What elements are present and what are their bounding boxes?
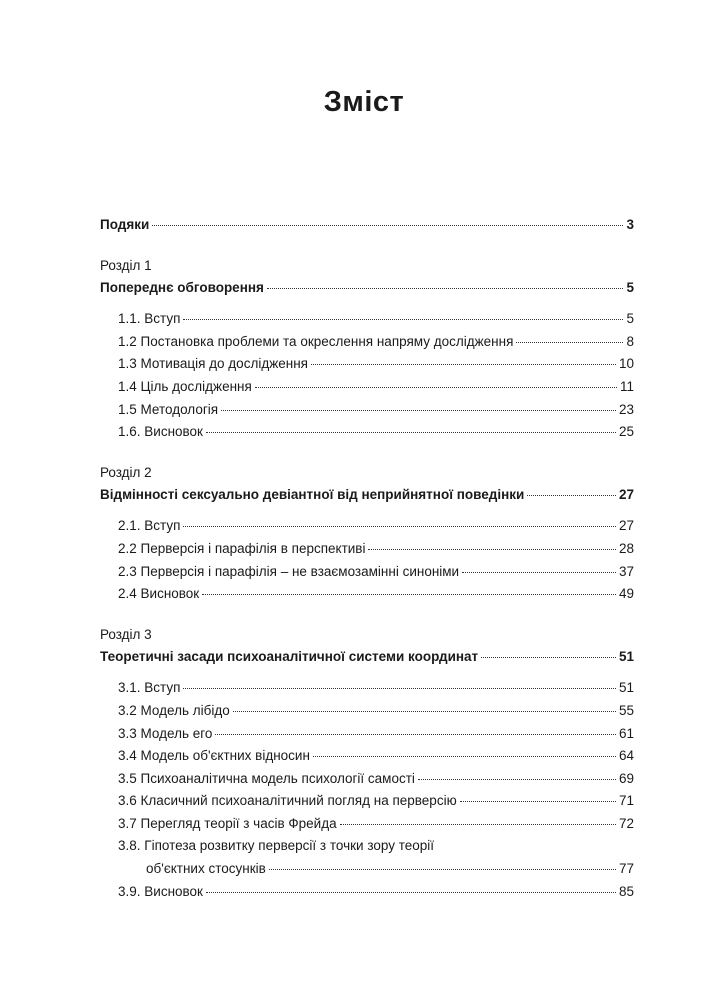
toc-page-number: 55 — [618, 702, 634, 718]
toc-entry-label: 1.6. Висновок — [118, 424, 203, 440]
chapter-title-label: Теоретичні засади психоаналітичної системи координат — [100, 648, 479, 664]
toc-page-number: 8 — [626, 333, 634, 349]
toc-entry[interactable] — [118, 790, 634, 813]
toc-page-number: 37 — [618, 563, 634, 579]
dot-leader — [340, 824, 616, 825]
dot-leader — [183, 319, 623, 320]
toc-entry[interactable] — [118, 353, 634, 376]
toc-page-number: 85 — [618, 883, 634, 899]
toc-entry[interactable] — [118, 538, 634, 561]
toc-entry-label-line2: об'єктних стосунків — [146, 861, 266, 877]
toc-entry[interactable] — [146, 858, 634, 881]
chapter-heading: Розділ 3 — [100, 626, 152, 642]
dot-leader — [183, 688, 616, 689]
toc-entry-label: 3.2 Модель лібідо — [118, 702, 230, 718]
toc-entry-label: 3.7 Перегляд теорії з часів Фрейда — [118, 815, 337, 831]
toc-entry-label: 3.1. Вступ — [118, 680, 181, 696]
toc-entry[interactable] — [118, 308, 634, 331]
toc-entry[interactable] — [118, 677, 634, 700]
dot-leader — [462, 572, 616, 573]
toc-page-number: 71 — [618, 793, 634, 809]
toc-entry-label: 1.4 Ціль дослідження — [118, 378, 252, 394]
toc-page-number: 72 — [618, 815, 634, 831]
dot-leader — [418, 779, 616, 780]
toc-entry-label: 1.2 Постановка проблеми та окреслення напряму дослідження — [118, 333, 514, 349]
toc-entry-label: 2.4 Висновок — [118, 586, 200, 602]
toc-entry[interactable] — [118, 561, 634, 584]
toc-chapter-title[interactable] — [100, 484, 634, 507]
dot-leader — [206, 432, 616, 433]
toc-entry[interactable] — [118, 515, 634, 538]
dot-leader — [527, 495, 616, 496]
dot-leader — [267, 288, 624, 289]
toc-entry-label: 2.2 Перверсія і парафілія в перспективі — [118, 540, 366, 556]
toc-entry-label-line1[interactable]: 3.8. Гіпотеза розвитку перверсії з точки зору теорії — [118, 838, 435, 854]
toc-entry-label: 3.9. Висновок — [118, 883, 203, 899]
toc-entry-label: 3.4 Модель об'єктних відносин — [118, 748, 310, 764]
toc-page-number: 28 — [618, 540, 634, 556]
toc-page-number: 61 — [618, 725, 634, 741]
dot-leader — [215, 734, 616, 735]
toc-page-number: 77 — [618, 861, 634, 877]
dot-leader — [313, 756, 616, 757]
toc-page-number: 5 — [626, 311, 634, 327]
dot-leader — [183, 526, 616, 527]
toc-chapter-title[interactable] — [100, 646, 634, 669]
toc-page-number: 3 — [626, 217, 634, 232]
toc-page-number: 25 — [618, 424, 634, 440]
toc-entry[interactable] — [118, 881, 634, 904]
chapter-heading: Розділ 1 — [100, 257, 152, 273]
toc-entry-label: 3.6 Класичний психоаналітичний погляд на перверсію — [118, 793, 457, 809]
toc-page-number: 69 — [618, 770, 634, 786]
toc-entry[interactable] — [118, 745, 634, 768]
toc-entry-label: 2.1. Вступ — [118, 518, 181, 534]
toc-entry-label: Подяки — [100, 217, 150, 232]
toc-page-number: 5 — [626, 279, 634, 295]
toc-entry[interactable] — [118, 376, 634, 399]
toc-entry[interactable] — [118, 813, 634, 836]
dot-leader — [481, 657, 616, 658]
dot-leader — [269, 869, 616, 870]
toc-entry-label: 1.1. Вступ — [118, 311, 181, 327]
toc-entry[interactable] — [118, 723, 634, 746]
toc-page-number: 51 — [618, 680, 634, 696]
toc-chapter-title[interactable] — [100, 277, 634, 300]
toc-entry[interactable] — [118, 421, 634, 444]
dot-leader — [152, 225, 623, 226]
dot-leader — [202, 594, 616, 595]
page-title: Зміст — [323, 86, 405, 118]
toc-entry[interactable] — [118, 331, 634, 354]
toc-page-number: 49 — [618, 586, 634, 602]
toc-page-number: 64 — [618, 748, 634, 764]
toc-entry-label: 1.5 Методологія — [118, 401, 219, 417]
toc-page-number: 27 — [618, 518, 634, 534]
toc-entry[interactable] — [118, 583, 634, 606]
toc-entry[interactable] — [118, 700, 634, 723]
toc-entry-label: 2.3 Перверсія і парафілія – не взаємозамінні синоніми — [118, 563, 460, 579]
toc-page-number: 10 — [618, 356, 634, 372]
dot-leader — [221, 410, 616, 411]
chapter-title-label: Відмінності сексуально девіантної від неприйнятної поведінки — [100, 486, 525, 502]
dot-leader — [516, 342, 623, 343]
dot-leader — [255, 387, 617, 388]
toc-entry-label: 3.3 Модель его — [118, 725, 213, 741]
toc-page-number: 11 — [619, 378, 634, 394]
dot-leader — [206, 892, 616, 893]
table-of-contents — [100, 214, 634, 903]
toc-entry-label: 1.3 Мотивація до дослідження — [118, 356, 308, 372]
toc-entry[interactable] — [118, 399, 634, 422]
chapter-heading: Розділ 2 — [100, 464, 152, 480]
dot-leader — [460, 801, 616, 802]
dot-leader — [368, 549, 615, 550]
dot-leader — [311, 364, 616, 365]
toc-page-number: 27 — [618, 486, 634, 502]
chapter-title-label: Попереднє обговорення — [100, 279, 264, 295]
dot-leader — [233, 711, 616, 712]
toc-entry[interactable] — [118, 768, 634, 791]
toc-page-number: 51 — [618, 648, 634, 664]
toc-entry-label: 3.5 Психоаналітична модель психології самості — [118, 770, 415, 786]
toc-entry-thanks[interactable] — [100, 214, 634, 237]
toc-page-number: 23 — [618, 401, 634, 417]
